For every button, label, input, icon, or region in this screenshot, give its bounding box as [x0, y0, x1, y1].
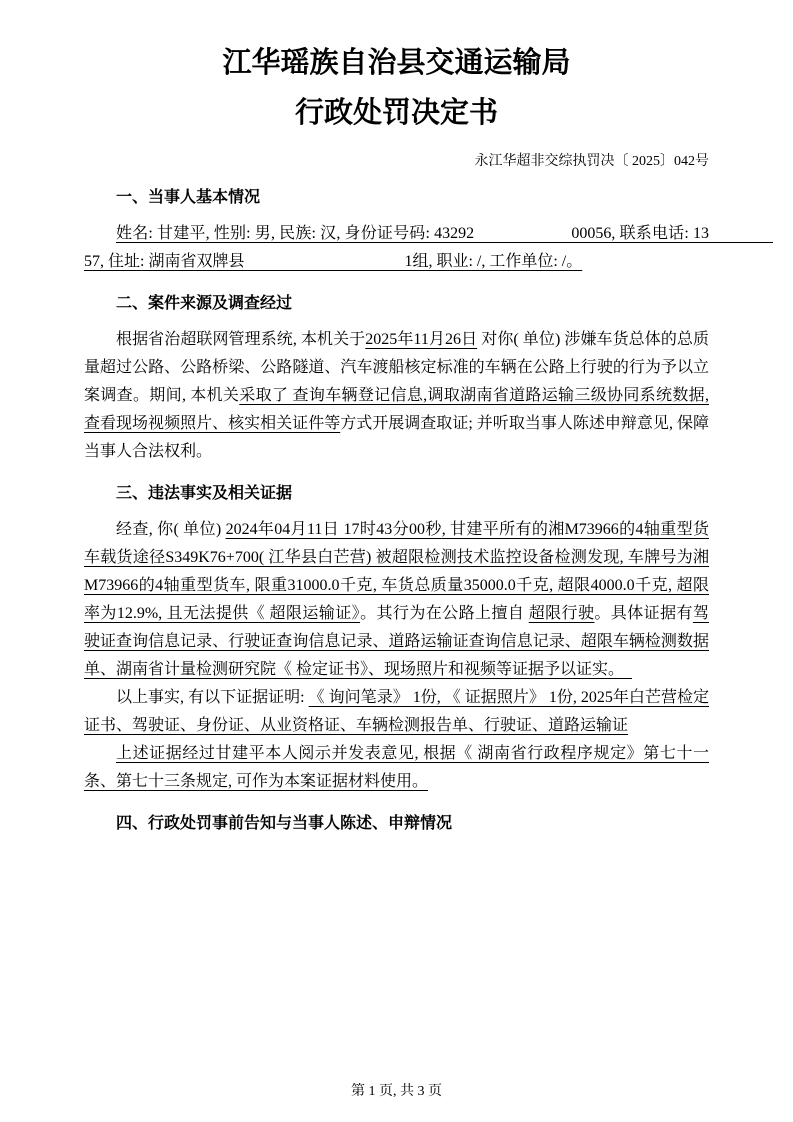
text-segment: 。其行为在公路上擅自	[360, 605, 529, 622]
text-segment: 对你( 单位) 涉嫌车货总体的总质量超过公路、公路桥梁、公路隧道、汽车渡船核定标准的车辆在公路上行驶的行为予以立案调查。期间, 本机关	[84, 331, 709, 404]
text-segment: 根据省治超联网管理系统, 本机关于	[116, 331, 366, 348]
text-segment: 驾驶证查询信息记录、行驶证查询信息记录、道路运输证查询信息记录、超限车辆检测数据单、湖南省计量检测研究院《 检定证书》、现场照片和视频等证据予以证实。	[84, 605, 709, 678]
text-segment: 经查, 你( 单位)	[116, 521, 226, 538]
party-info-paragraph	[84, 220, 774, 276]
text-segment: 。具体证据有	[594, 605, 693, 622]
evidence-review-paragraph	[84, 740, 709, 796]
text-segment: 姓名: 甘建平, 性别: 男, 民族: 汉, 身份证号码: 43292 00056, 联系电话: 13 57, 住址: 湖南省双牌县 1组, 职业: /, 工作单位: /。	[84, 225, 774, 270]
section-facts-evidence	[84, 480, 709, 796]
text-segment: 采取了 查询车辆登记信息,调取湖南省道路运输三级协同系统数据,查看现场视频照片、核实相关证件等	[84, 387, 709, 432]
text-segment: 2025年11月26日	[365, 331, 478, 348]
section-heading-1: 一、当事人基本情况	[116, 189, 261, 206]
document-title-line1: 江华瑶族自治县交通运输局	[222, 47, 571, 79]
section-heading-4: 四、行政处罚事前告知与当事人陈述、申辩情况	[116, 815, 453, 832]
section-prior-notification	[84, 810, 709, 838]
text-segment: , 甘建平所有的湘M73966的4轴重型货车载货途径S349K76+700( 江华县白芒营) 被超限检测技术监控设备检测发现, 车牌号为湘M73966的4轴重型货车, 限重31000.0千克, 车货总质量35000.0千克, 超限4000.0千克, 超限率为12.9%, 且无法提供《 超限运输证》	[84, 521, 709, 622]
page-number-footer: 第 1 页, 共 3 页	[351, 1084, 442, 1099]
violation-facts-paragraph	[84, 516, 709, 684]
document-title-line2: 行政处罚决定书	[294, 97, 498, 129]
text-segment: 2024年04月11日 17时43分00秒	[225, 521, 442, 538]
case-source-paragraph	[84, 326, 709, 466]
evidence-list-paragraph	[84, 684, 709, 740]
document-number: 永江华超非交综执罚决〔 2025〕042号	[474, 154, 709, 169]
text-segment: 方式开展调查取证; 并听取当事人陈述申辩意见, 保障当事人合法权利。	[84, 415, 709, 460]
section-party-basic-info	[84, 184, 774, 276]
text-segment: 上述证据经过甘建平本人阅示并发表意见, 根据《 湖南省行政程序规定》第七十一条、第七十三条规定, 可作为本案证据材料使用。	[84, 745, 709, 790]
text-segment: 超限行驶	[528, 605, 595, 622]
section-heading-3: 三、违法事实及相关证据	[116, 485, 293, 502]
section-case-source	[84, 290, 709, 466]
section-heading-2: 二、案件来源及调查经过	[116, 295, 293, 312]
text-segment: 以上事实, 有以下证据证明:	[116, 689, 309, 706]
text-segment: 《 询问笔录》 1份, 《 证据照片》 1份, 2025年白芒营检定证书、驾驶证、身份证、从业资格证、车辆检测报告单、行驶证、道路运输证	[84, 689, 709, 734]
